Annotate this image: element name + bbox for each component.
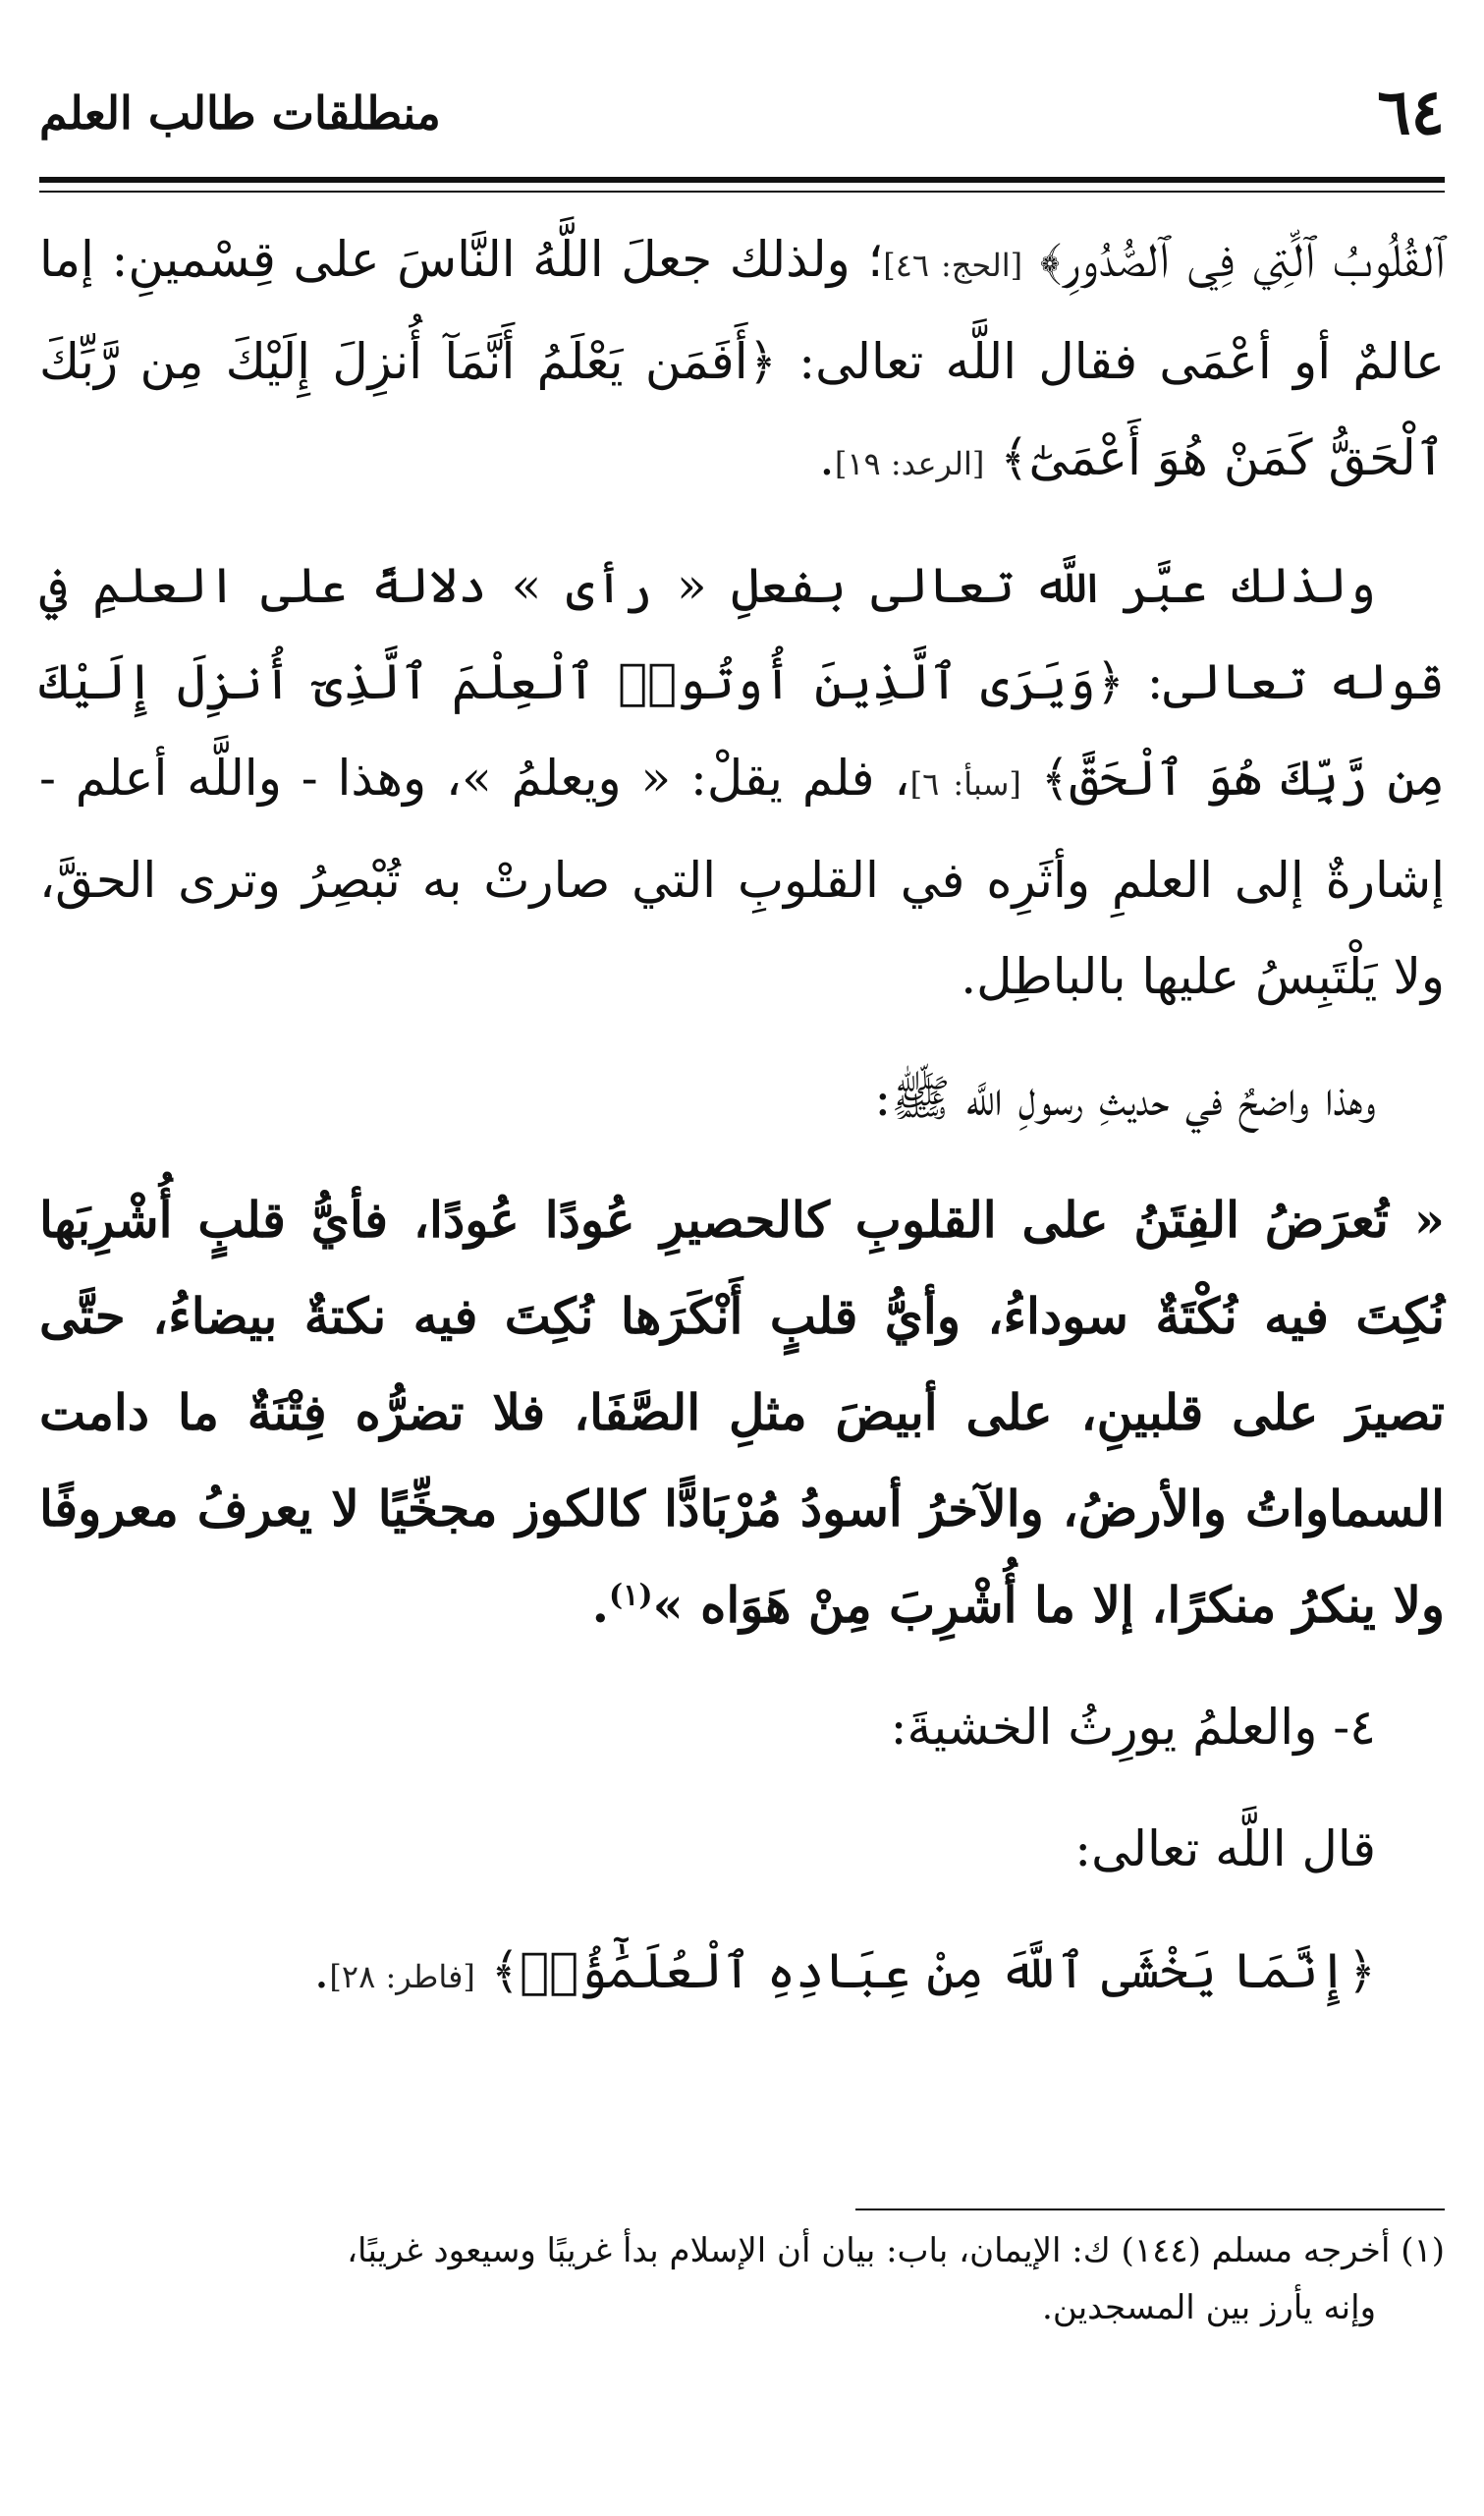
punctuation: . xyxy=(591,1576,609,1634)
quran-verse: ﴿أَفَمَن يَعْلَمُ أَنَّمَآ أُنزِلَ إِلَيْكَ مِن رَّبِّكَ ٱلْحَقُّ كَمَنْ هُوَ أَعْمَىٰٓ﴾ xyxy=(39,333,1445,486)
header-rule-thin xyxy=(39,191,1445,193)
page-header xyxy=(39,59,1445,167)
section-heading-4 xyxy=(39,1679,1445,1775)
verse-citation: [الحج: ٤٦] xyxy=(883,247,1023,284)
running-title: منطلقات طالب العلم xyxy=(39,86,441,140)
paragraph-1 xyxy=(39,211,1445,512)
header-rule-thick xyxy=(39,177,1445,183)
punctuation: . xyxy=(313,1942,330,1999)
paragraph-5 xyxy=(39,1801,1445,1897)
paragraph-6 xyxy=(39,1923,1445,2025)
paragraph-text: ؛ ولذلك جعلَ اللَّهُ النَّاسَ على قِسْمينِ: إما عالمٌ أو أعْمَى فقال اللَّه تعالى: xyxy=(39,231,1445,390)
punctuation: . xyxy=(818,429,835,486)
verse-citation: [الرعد: ١٩] xyxy=(834,445,985,482)
body-text xyxy=(39,211,1445,2050)
hadith-quote xyxy=(39,1172,1445,1653)
paragraph-2 xyxy=(39,537,1445,1025)
verse-citation: [سبأ: ٦] xyxy=(909,765,1021,803)
paragraph-text: وهذا واضحٌ في حديثِ رسولِ اللَّه ﷺ: xyxy=(874,1070,1376,1127)
footnote-1-line-1: (١) أخرجه مسلم (١٤٤) ك: الإيمان، باب: بيان أن الإسلام بدأ غريبًا وسيعود غريبًا، xyxy=(347,2231,1445,2270)
paragraph-text: قال اللَّه تعالى: xyxy=(1074,1820,1376,1877)
footnote-marker: (١) xyxy=(608,1578,653,1613)
quran-verse: ﴿إِنَّمَا يَخْشَى ٱللَّهَ مِنْ عِبَادِهِ ٱلْعُلَمَٰٓؤُا۟﴾ xyxy=(490,1942,1376,1999)
footnotes xyxy=(39,2222,1445,2336)
hadith-text: « تُعرَضُ الفِتَنُ على القلوبِ كالحصيرِ عُودًا عُودًا، فأيُّ قلبٍ أُشْرِبَها نُكِتَ فيه نُكْتَةٌ سوداءُ، وأيُّ قلبٍ أَنْكَرَها نُكِتَ فيه نكتةٌ بيضاءُ، حتَّى تصيرَ على قلبينِ، على أبيضَ مثلِ الصَّفَا، فلا تضرُّه فِتْنَةٌ ما دامت السماواتُ والأرضُ، والآخرُ أسودُ مُرْبَادًّا كالكوز مجخِّيًا لا يعرفُ معروفًا ولا ينكرُ منكرًا، إلا ما أُشْرِبَ مِنْ هَوَاه » xyxy=(39,1191,1445,1634)
paragraph-3 xyxy=(39,1050,1445,1146)
footnote-separator xyxy=(855,2208,1445,2210)
paragraph-text: ، فلم يقلْ: « ويعلمُ »، وهذا - واللَّه أعلم - إشارةٌ إلى العلمِ وأثَرِه في القلوبِ التي صارتْ به تُبْصِرُ وترى الحقَّ، ولا يَلْتَبِسُ عليها بالباطِل. xyxy=(39,750,1445,1005)
quran-verse-fragment: ﭐﻟﻘُﻠُﻮﺏُ ﭐﻟَّﺘِﻲ ﻓِﻲ ﭐﻟﺼُّﺪُﻭﺭِ﴾ xyxy=(1039,231,1446,288)
footnote-1-line-2: وإنه يأرز بين المسجدين. xyxy=(1042,2288,1376,2327)
section-heading-text: ٤- والعلمُ يورِثُ الخشيةَ: xyxy=(890,1699,1376,1756)
quran-verse: ﴿وَيَرَى ٱلَّذِينَ أُوتُوا۟ ٱلْعِلْمَ ٱلَّذِىٓ أُنزِلَ إِلَيْكَ مِن رَّبِّكَ هُوَ ٱلْحَقَّ﴾ xyxy=(39,653,1446,807)
paragraph-text: ولذلك عبَّر اللَّه تعالى بفعلِ « رأى » دلالةً على العلمِ في قوله تعالى: xyxy=(39,557,1445,710)
page-number: ٦٤ xyxy=(1377,76,1445,149)
verse-citation: [فاطر: ٢٨] xyxy=(329,1958,475,1995)
